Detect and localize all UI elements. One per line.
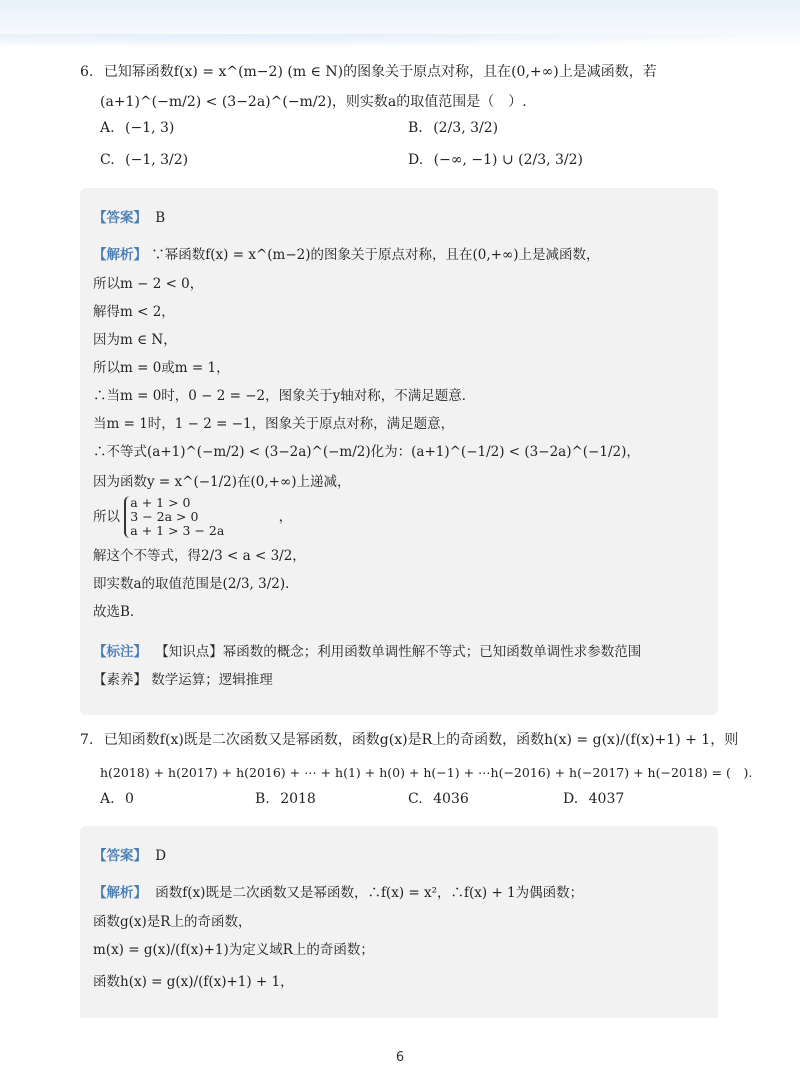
analysis-line-12: 故选B． bbox=[93, 604, 144, 620]
answer-value: D bbox=[155, 848, 167, 864]
analysis-line-2: 函数g(x)是R上的奇函数， bbox=[93, 914, 252, 930]
page-number: 6 bbox=[395, 1050, 405, 1065]
note-tag: 【标注】 bbox=[93, 644, 147, 660]
answer-line bbox=[93, 208, 165, 228]
inequality-system: 所以 a + 1 > 0 3 − 2a > 0 a + 1 > 3 − 2a ， bbox=[93, 495, 293, 538]
analysis-line-6: ∴当m = 0时，0 − 2 = −2，图象关于y轴对称，不满足题意． bbox=[93, 388, 476, 404]
system-brace: a + 1 > 0 3 − 2a > 0 a + 1 > 3 − 2a bbox=[124, 496, 224, 538]
question-stem: 已知幂函数f(x) = x^(m−2) (m ∈ N)的图象关于原点对称，且在(0,+∞)上是减函数，若 bbox=[103, 64, 657, 80]
analysis-line-2: 所以m − 2 < 0， bbox=[93, 276, 204, 292]
header-decoration bbox=[0, 0, 800, 48]
question-stem: 已知函数f(x)既是二次函数又是幂函数，函数g(x)是R上的奇函数，函数h(x) = g(x)/(f(x)+1) + 1，则 bbox=[103, 732, 739, 748]
analysis-line-5: 所以m = 0或m = 1， bbox=[93, 360, 230, 376]
analysis-line-4: 函数h(x) = g(x)/(f(x)+1) + 1， bbox=[93, 974, 294, 990]
analysis-line-1: 【解析】 函数f(x)既是二次函数又是幂函数，∴f(x) = x²，∴f(x) + 1为偶函数； bbox=[93, 885, 584, 901]
question-number: 7. bbox=[80, 732, 94, 748]
analysis-line-1: 【解析】 ∵幂函数f(x) = x^(m−2)的图象关于原点对称，且在(0,+∞)上是减函数， bbox=[93, 247, 600, 263]
answer-line bbox=[93, 846, 166, 866]
question-6-line2: (a+1)^(−m/2) < (3−2a)^(−m/2)，则实数a的取值范围是（ ）. bbox=[100, 94, 527, 110]
analysis-line-9: 因为函数y = x^(−1/2)在(0,+∞)上递减， bbox=[93, 474, 351, 490]
analysis-tag: 【解析】 bbox=[93, 247, 147, 263]
answer-value: B bbox=[155, 210, 166, 226]
literacy-line: 【素养】 数学运算；逻辑推理 bbox=[93, 672, 273, 688]
option-a: A. (−1, 3) bbox=[100, 120, 175, 136]
option-c: C. (−1, 3/2) bbox=[100, 152, 189, 168]
analysis-line-8: ∴不等式(a+1)^(−m/2) < (3−2a)^(−m/2)化为：(a+1)^(−1/2) < (3−2a)^(−1/2)， bbox=[93, 444, 640, 460]
option-d: D. 4037 bbox=[563, 791, 625, 807]
option-b: B. 2018 bbox=[255, 791, 316, 807]
analysis-line-7: 当m = 1时，1 − 2 = −1，图象关于原点对称，满足题意， bbox=[93, 416, 455, 432]
analysis-line-4: 因为m ∈ N， bbox=[93, 332, 177, 348]
option-c: C. 4036 bbox=[408, 791, 469, 807]
question-7-line2: h(2018) + h(2017) + h(2016) + ⋯ + h(1) + h(0) + h(−1) + ⋯h(−2016) + h(−2017) + h(−2018) = ( ). bbox=[100, 765, 753, 780]
analysis-line-3: m(x) = g(x)/(f(x)+1)为定义域R上的奇函数； bbox=[93, 942, 374, 958]
question-7-line1 bbox=[80, 730, 738, 750]
note-line: 【标注】 【知识点】幂函数的概念；利用函数单调性解不等式；已知函数单调性求参数范围 bbox=[93, 644, 642, 660]
analysis-line-11: 即实数a的取值范围是(2/3, 3/2)． bbox=[93, 576, 299, 592]
analysis-tag: 【解析】 bbox=[93, 885, 147, 901]
analysis-line-3: 解得m < 2， bbox=[93, 304, 175, 320]
option-a: A. 0 bbox=[100, 791, 134, 807]
answer-tag: 【答案】 bbox=[93, 848, 147, 864]
option-d: D. (−∞, −1) ∪ (2/3, 3/2) bbox=[408, 152, 584, 168]
analysis-line-10: 解这个不等式，得2/3 < a < 3/2， bbox=[93, 548, 306, 564]
question-6-line1 bbox=[80, 62, 657, 82]
question-number: 6. bbox=[80, 64, 94, 80]
option-b: B. (2/3, 3/2) bbox=[408, 120, 499, 136]
answer-tag: 【答案】 bbox=[93, 210, 147, 226]
